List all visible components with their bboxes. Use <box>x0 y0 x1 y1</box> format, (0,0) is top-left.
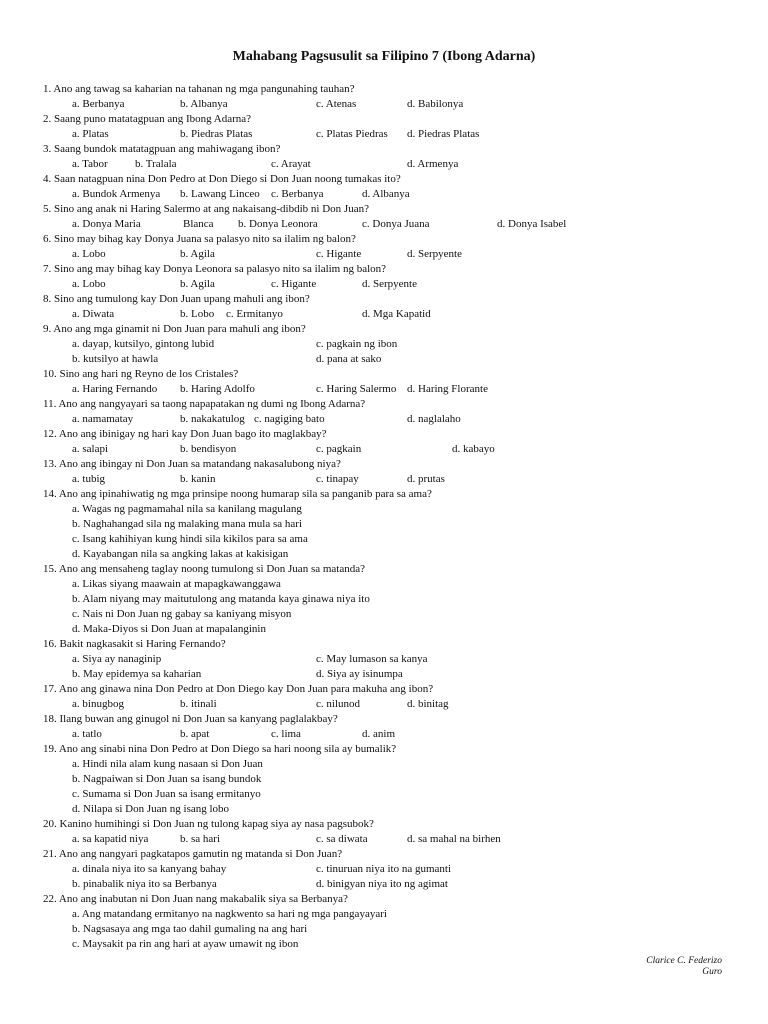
choice: a. Hindi nila alam kung nasaan si Don Juan <box>72 758 263 770</box>
teacher-name: Clarice C. Federizo <box>646 956 722 966</box>
question-1: 1. Ano ang tawag sa kaharian na tahanan ng mga pangunahing tauhan? <box>43 83 355 95</box>
question-13: 13. Ano ang ibingay ni Don Juan sa matandang nakasalubong niya? <box>43 458 341 470</box>
question-8: 8. Sino ang tumulong kay Don Juan upang mahuli ang ibon? <box>43 293 310 305</box>
choice: b. Nagpaiwan si Don Juan sa isang bundok <box>72 773 262 785</box>
choice: b. Lawang Linceo <box>180 188 260 200</box>
question-4: 4. Saan natagpuan nina Don Pedro at Don Diego si Don Juan noong tumakas ito? <box>43 173 401 185</box>
choice: c. Ermitanyo <box>226 308 283 320</box>
choice: b. Agila <box>180 278 215 290</box>
choice: a. Haring Fernando <box>72 383 158 395</box>
choice: b. Haring Adolfo <box>180 383 255 395</box>
choice: a. tubig <box>72 473 105 485</box>
choice: b. Agila <box>180 248 215 260</box>
choice: c. Atenas <box>316 98 357 110</box>
choice: a. salapi <box>72 443 109 455</box>
question-21: 21. Ano ang nangyari pagkatapos gamutin ng matanda si Don Juan? <box>43 848 343 860</box>
choice: b. pinabalik niya ito sa Berbanya <box>72 878 217 890</box>
choice: d. Serpyente <box>407 248 462 260</box>
choice: b. Nagsasaya ang mga tao dahil gumaling na ang hari <box>72 923 308 935</box>
choice: c. Higante <box>316 248 362 260</box>
choice: c. Haring Salermo <box>316 383 397 395</box>
choice: a. Siya ay nanaginip <box>72 653 162 665</box>
choice: b. May epidemya sa kaharian <box>72 668 202 680</box>
choice: b. Donya Leonora <box>238 218 318 230</box>
choice: b. apat <box>180 728 210 740</box>
choice: d. pana at sako <box>316 353 382 365</box>
choice: c. tinuruan niya ito na gumanti <box>316 863 452 875</box>
choice: a. Likas siyang maawain at mapagkawanggawa <box>72 578 281 590</box>
choice: a. Berbanya <box>72 98 125 110</box>
choice: d. kabayo <box>452 443 495 455</box>
question-11: 11. Ano ang nangyayari sa taong napapatakan ng dumi ng Ibong Adarna? <box>43 398 366 410</box>
question-18: 18. Ilang buwan ang ginugol ni Don Juan sa kanyang paglalakbay? <box>43 713 338 725</box>
question-14: 14. Ano ang ipinahiwatig ng mga prinsipe noong humarap sila sa panganib para sa ama? <box>43 488 432 500</box>
question-2: 2. Saang puno matatagpuan ang Ibong Adarna? <box>43 113 252 125</box>
question-6: 6. Sino may bihag kay Donya Juana sa palasyo nito sa ilalim ng balon? <box>43 233 356 245</box>
choice: c. Isang kahihiyan kung hindi sila kikilos para sa ama <box>72 533 308 545</box>
question-12: 12. Ano ang ibinigay ng hari kay Don Juan bago ito maglakbay? <box>43 428 327 440</box>
choice: a. binugbog <box>72 698 124 710</box>
choice: d. Piedras Platas <box>407 128 480 140</box>
choice: Blanca <box>183 218 214 230</box>
choice: a. Ang matandang ermitanyo na nagkwento sa hari ng mga pangayayari <box>72 908 387 920</box>
choice: d. Haring Florante <box>407 383 488 395</box>
choice: d. sa mahal na birhen <box>407 833 501 845</box>
choice: b. Albanya <box>180 98 228 110</box>
choice: b. Piedras Platas <box>180 128 253 140</box>
choice: c. Arayat <box>271 158 311 170</box>
choice: c. Nais ni Don Juan ng gabay sa kaniyang misyon <box>72 608 292 620</box>
choice: d. prutas <box>407 473 445 485</box>
choice: d. Mga Kapatid <box>362 308 431 320</box>
choice: d. naglalaho <box>407 413 461 425</box>
question-16: 16. Bakit nagkasakit si Haring Fernando? <box>43 638 226 650</box>
choice: a. Lobo <box>72 278 106 290</box>
choice: a. Tabor <box>72 158 108 170</box>
choice: c. sa diwata <box>316 833 368 845</box>
question-7: 7. Sino ang may bihag kay Donya Leonora sa palasyo nito sa ilalim ng balon? <box>43 263 387 275</box>
choice: d. anim <box>362 728 395 740</box>
question-5: 5. Sino ang anak ni Haring Salermo at ang nakaisang-dibdib ni Don Juan? <box>43 203 369 215</box>
choice: b. Tralala <box>135 158 177 170</box>
choice: a. dayap, kutsilyo, gintong lubid <box>72 338 215 350</box>
choice: c. Berbanya <box>271 188 324 200</box>
choice: c. lima <box>271 728 301 740</box>
choice: a. Donya Maria <box>72 218 141 230</box>
question-3: 3. Saang bundok matatagpuan ang mahiwagang ibon? <box>43 143 281 155</box>
question-17: 17. Ano ang ginawa nina Don Pedro at Don Diego kay Don Juan para makuha ang ibon? <box>43 683 434 695</box>
choice: d. binigyan niya ito ng agimat <box>316 878 448 890</box>
page-title: Mahabang Pagsusulit sa Filipino 7 (Ibong Adarna) <box>232 49 536 64</box>
choice: c. Sumama si Don Juan sa isang ermitanyo <box>72 788 261 800</box>
choice: c. pagkain ng ibon <box>316 338 398 350</box>
choice: c. nilunod <box>316 698 360 710</box>
choice: a. Diwata <box>72 308 115 320</box>
choice: c. tinapay <box>316 473 359 485</box>
choice: a. Bundok Armenya <box>72 188 161 200</box>
choice: a. Wagas ng pagmamahal nila sa kanilang magulang <box>72 503 302 515</box>
choice: b. Lobo <box>180 308 215 320</box>
choice: a. sa kapatid niya <box>72 833 149 845</box>
choice: b. sa hari <box>180 833 221 845</box>
choice: c. pagkain <box>316 443 362 455</box>
choice: a. namamatay <box>72 413 134 425</box>
choice: d. Maka-Diyos si Don Juan at mapalanginin <box>72 623 266 635</box>
choice: a. tatlo <box>72 728 102 740</box>
question-19: 19. Ano ang sinabi nina Don Pedro at Don Diego sa hari noong sila ay bumalik? <box>43 743 397 755</box>
choice: b. bendisyon <box>180 443 237 455</box>
choice: d. Donya Isabel <box>497 218 567 230</box>
question-22: 22. Ano ang inabutan ni Don Juan nang makabalik siya sa Berbanya? <box>43 893 348 905</box>
choice: b. nakakatulog <box>180 413 245 425</box>
question-15: 15. Ano ang mensaheng taglay noong tumulong si Don Juan sa matanda? <box>43 563 365 575</box>
choice: a. Lobo <box>72 248 106 260</box>
choice: d. Babilonya <box>407 98 464 110</box>
choice: c. May lumason sa kanya <box>316 653 428 665</box>
question-9: 9. Ano ang mga ginamit ni Don Juan para mahuli ang ibon? <box>43 323 306 335</box>
choice: b. kutsilyo at hawla <box>72 353 159 365</box>
choice: d. Armenya <box>407 158 459 170</box>
choice: c. Donya Juana <box>362 218 430 230</box>
choice: d. Nilapa si Don Juan ng isang lobo <box>72 803 230 815</box>
choice: c. Higante <box>271 278 317 290</box>
choice: d. Siya ay isinumpa <box>316 668 403 680</box>
choice: c. Platas Piedras <box>316 128 388 140</box>
question-20: 20. Kanino humihingi si Don Juan ng tulong kapag siya ay nasa pagsubok? <box>43 818 374 830</box>
choice: c. Maysakit pa rin ang hari at ayaw umawit ng ibon <box>72 938 299 950</box>
choice: b. kanin <box>180 473 216 485</box>
choice: b. itinali <box>180 698 217 710</box>
choice: b. Naghahangad sila ng malaking mana mula sa hari <box>72 518 303 530</box>
choice: a. dinala niya ito sa kanyang bahay <box>72 863 227 875</box>
choice: d. Kayabangan nila sa angking lakas at kakisigan <box>72 548 289 560</box>
choice: d. binitag <box>407 698 449 710</box>
question-10: 10. Sino ang hari ng Reyno de los Cristales? <box>43 368 239 380</box>
choice: a. Platas <box>72 128 109 140</box>
teacher-role: Guro <box>702 967 722 977</box>
choice: d. Albanya <box>362 188 410 200</box>
choice: b. Alam niyang may maitutulong ang matanda kaya ginawa niya ito <box>72 593 370 605</box>
choice: c. nagiging bato <box>254 413 325 425</box>
choice: d. Serpyente <box>362 278 417 290</box>
